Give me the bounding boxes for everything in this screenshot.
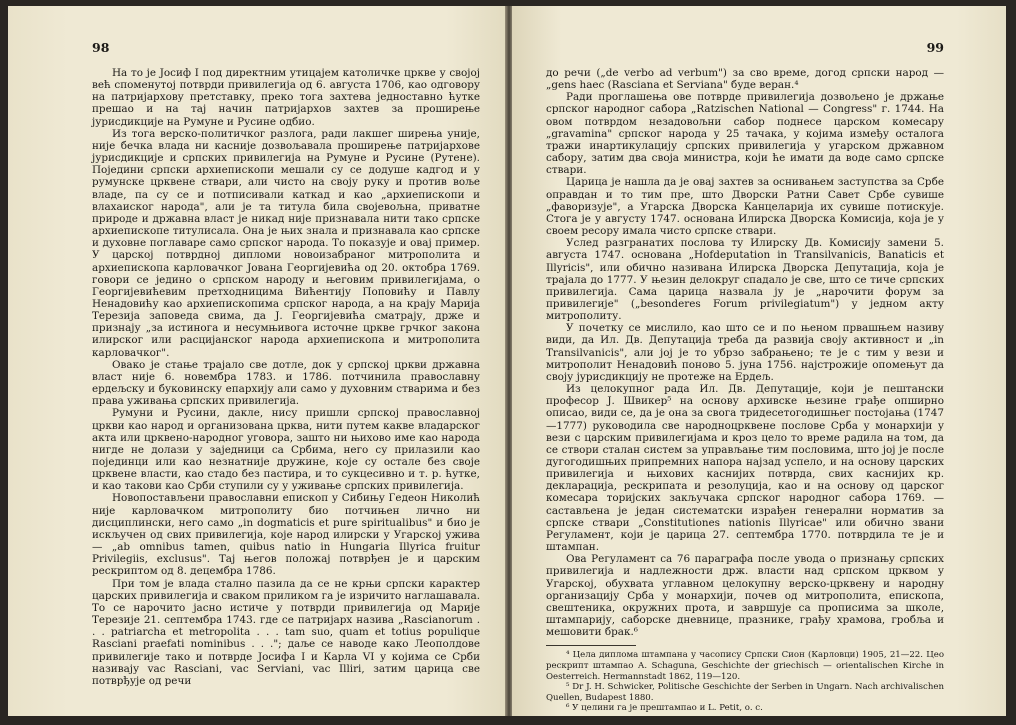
- paragraph: Из тога верско-политичког разлога, ради лакшег ширења уније, није бечка влада ни касније дозвољавала проширење патријархове јурисдикције и српских привилегија на Румуне и Русине (Рутене). Поједини српски архиепископи мешали су се додуше кадгод и у румунске црквене ствари, али чисто на своју руку и против воље владе, па су се и потписивали каткад и као „архиепископи и влахаиског народа", али је та титула била својевољна, приватне природе и државна власт је никад није признавала нити тако српске архиепископе титулисала. Она је њих знала и признавала као српске и духовне поглаваре само српског народа. То показује и овај пример. У царској потврдној дипломи новоизабраног митрополита и архиепископа карловачког Јована Георгијевића од 20. октобра 1769. говори се једино о српском народу и његовим привилегијама, о Георгијевићевим претходницима Вићентију Поповићу и Павлу Ненадовићу као архиепископима српског народа, а на крају Марија Терезија заповеда свима, да Ј. Георгијевића сматрају, држе и признају „за истинога и несумњивога источне цркве грчког закона илирског или расцијанског народа архиепископа и митрополита карловачког".: [92, 127, 480, 359]
- paragraph: Услед разгранатих послова ту Илирску Дв. Комисију замени 5. августа 1747. основана „Hofdeputation in Transilvanicis, Banaticis et Illyricis", или обично називана Илирска Дворска Депутација, која је трајала до 1777. У њезин делокруг спадало је све, што се тиче српских привилегија. Сама царица назвала ју је „нарочити форум за привилегије" („besonderes Forum privilegiatum") у једном акту митрополиту.: [546, 237, 944, 323]
- paragraph: У почетку се мислило, као што се и по њеном првашњем називу види, да Ил. Дв. Депутација треба да развија своју активност и „in Transilvanicis", али јој је то убрзо забрањено; те је с тим у вези и митрополит Ненадовић поново 5. јуна 1756. најстрожије опомењут да своју јурисдикцију не протеже на Ердељ.: [546, 322, 944, 383]
- paragraph: Новопостављени православни епископ у Сибињу Гедеон Николић није карловачком митрополиту био потчињен лично ни дисциплински, него само „in dogmaticis et pure spiritualibus" и био је искључен од свих привилегија, које народ илирски у Угарској ужива — „ab omnibus tamen, quibus natio in Hungaria Illyrica fruitur Privilegiis, exclusus". Тај његов положај потврђен је и царским рескриптом од 8. децембра 1786.: [92, 492, 480, 578]
- footnote-rule: [546, 645, 636, 646]
- paragraph: Царица је нашла да је овај захтев за оснивањем заступства за Србе оправдан и то тим пре, што Дворски Ратни Савет Србе сувише „фаворизује", а Угарска Дворска Канцеларија их сувише потискује. Стога је у августу 1747. основана Илирска Дворска Комисија, која је у своем ресору имала чисто српске ствари.: [546, 176, 944, 238]
- paragraph: Ова Регуламент са 76 параграфа после увода о признању српских привилегија и надлежности држ. власти над српском црквом у Угарској, обухвата углавном целокупну верско-црквену и народну организацију Срба у монархији, почев од митрополита, епископа, свештеника, окружних прота, и завршује са прописима за школе, штампарију, саборске дневнице, празнике, грађу храмова, гробља и мешовити брак.⁶: [546, 553, 944, 639]
- paragraph: Ради проглашења ове потврде привилегија дозвољено је држање српског народног сабора „Ratzischen National — Congress" г. 1744. На овом потврдом незадовољни сабор поднесе царском комесару „gravamina" српског народа у 25 тачака, у којима између осталога тражи инартикулацију српских привилегија у угарском државном сабору, затим два своја министра, који ће имати да воде само српске ствари.: [546, 91, 944, 177]
- right-page-number: 99: [926, 40, 944, 55]
- paragraph: При том је влада стално пазила да се не крњи српски карактер царских привилегија и сваком приликом га је изричито наглашавала. То се нарочито јасно истиче у потврди привилегија од Марије Терезије 21. септембра 1743. где се патријарх назива „Rascianorum . . . patriarcha et metropolita . . . tam suo, quam et totius populique Rasciani praefati nominibus . . ."; даље се наводе како Леополдове привилегије тако и потврде Јосифа I и Карла VI у којима се Срби називају vac Rasciani, vac Serviani, vac Illiri, затим царица све потврђује од речи: [92, 577, 480, 687]
- paragraph: На то је Јосиф I под директним утицајем католичке цркве у својој већ споменутој потврди привилегија од 6. августа 1706, као одговору на патријархову претставку, преко тога захтева једноставно ћутке прешао и на тај начин патријархов захтев за проширење јурисдикције на Румуне и Русине одбио.: [92, 67, 480, 128]
- left-page: [8, 6, 506, 716]
- paragraph: до речи („de verbo ad verbum") за сво време, догод српски народ — „gens haec (Rasciana et Serviana" буде веран.⁴: [546, 67, 944, 92]
- footnote: ⁶ У целини га је прештампао и L. Petit, o. c.: [566, 703, 763, 714]
- right-page-body: [546, 67, 944, 714]
- paragraph: Из целокупног рада Ил. Дв. Депутације, који је пештански професор Ј. Швикер⁵ на основу архивске њезине грађе опширно описао, види се, да је она за свога тридесетогодишњег постојања (1747—1777) руководила све народноцрквене послове Срба у монархији у вези с царским привилегијама и кроз цело то време радила на том, да се створи сталан систем за управљање тим пословима, што јој је после дугогодишњих припремних напора најзад успело, и на основу царских привилегија и њихових каснијих потврда, свих каснијих кр. декларација, рескрипата и резолуција, као и на основу од царског комесара торијских закључака српског народног сабора 1769. — састављена је један систематски израђен генерални норматив за српске ствари „Constitutiones nationis Illyricae" или обично звани Регуламент, који је царица 27. септембра 1770. потврдила те је и штампан.: [546, 383, 944, 554]
- paragraph: Румуни и Русини, дакле, нису пришли српској православној цркви као народ и организована црква, нити путем какве владарског акта или црквено-народног уговора, зашто ни њихово име као народа нигде не долази у заједници са Србима, него су прилазили као појединци или као незнатније дружине, које су остале без своје црквене власти, као стадо без пастира, и то сукцесивно и т. р. ћутке, и као такови као Срби ступили су у уживање српских привилегија.: [92, 407, 480, 493]
- left-page-body: [92, 67, 480, 687]
- right-page: [512, 6, 1006, 716]
- footnote: ⁵ Dr J. H. Schwicker, Politische Geschichte der Serben in Ungarn. Nach archivalischen Quellen, Budapest 1880.: [546, 682, 944, 703]
- paragraph: Овако је стање трајало све дотле, док у српској цркви државна власт није 6. новембра 1783. и 1786. потчинила православну ердељску и буковинску епархију али само у духовним стварима и без права уживања српских привилегија.: [92, 358, 480, 408]
- left-page-number: 98: [92, 40, 110, 55]
- footnote: ⁴ Цела диплома штампана у часопису Српски Сион (Карловци) 1905, 21—22. Цео рескрипт штампао А. Schaguna, Geschichte der griechisch — orientalischen Kirche in Oesterreich. Hermannstadt 1862, 119—120.: [546, 650, 944, 682]
